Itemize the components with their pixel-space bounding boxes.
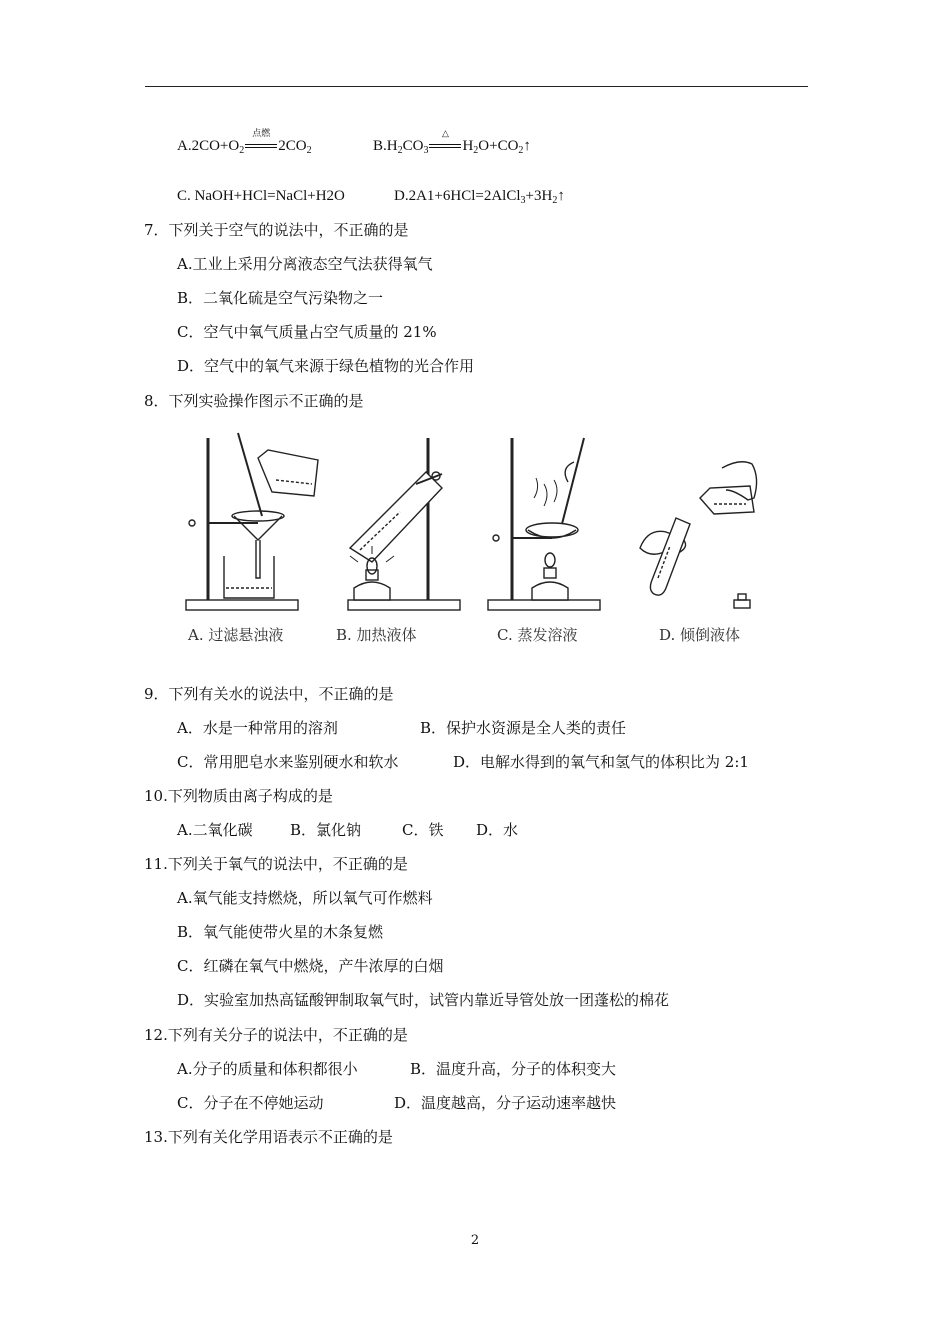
caption-b: B. 加热液体 (336, 626, 417, 644)
q6-option-c: C. NaOH+HCl=NaCl+H2O (177, 188, 345, 204)
q7-option-a: A.工业上采用分离液态空气法获得氧气 (177, 255, 433, 273)
q10-stem: 10.下列物质由离子构成的是 (144, 787, 333, 805)
q10-option-a: A.二氧化碳 (177, 821, 253, 839)
header-rule (145, 86, 808, 87)
reaction-condition-heat: △ (428, 136, 462, 156)
filtration-apparatus (186, 433, 318, 610)
caption-d: D. 倾倒液体 (659, 626, 741, 644)
q10-option-c: C．铁 (402, 821, 444, 839)
q11-option-b: B．氧气能使带火星的木条复燃 (177, 923, 384, 941)
q10-option-d: D．水 (476, 821, 519, 839)
q9-option-a: A．水是一种常用的溶剂 (177, 719, 338, 737)
q8-stem: 8．下列实验操作图示不正确的是 (144, 392, 364, 410)
q10-option-b: B．氯化钠 (290, 821, 362, 839)
q9-stem: 9．下列有关水的说法中，不正确的是 (144, 685, 394, 703)
q6-option-d: $D.2A1+6HCl=2AlCl_3+3H_2↑$ (394, 188, 565, 206)
q11-stem: 11.下列关于氧气的说法中，不正确的是 (144, 855, 408, 873)
q12-option-b: B．温度升高，分子的体积变大 (410, 1060, 617, 1078)
q12-option-c: C．分子在不停她运动 (177, 1094, 324, 1112)
q9-option-d: D．电解水得到的氧气和氢气的体积比为 2:1 (453, 753, 749, 771)
lab-operations-figure (180, 428, 770, 618)
caption-a: A. 过滤悬浊液 (188, 626, 284, 644)
q7-stem: 7．下列关于空气的说法中，不正确的是 (144, 221, 409, 239)
heating-apparatus (348, 438, 460, 610)
q9-option-b: B．保护水资源是全人类的责任 (420, 719, 627, 737)
q7-option-c: C．空气中氧气质量占空气质量的 21% (177, 323, 437, 341)
q11-option-d: D．实验室加热高锰酸钾制取氧气时，试管内靠近导管处放一团蓬松的棉花 (177, 991, 670, 1009)
q6-option-b: $B.H_2CO_3$ △ $H_2O+CO_2↑$ (373, 128, 531, 156)
q11-option-a: A.氧气能支持燃烧，所以氧气可作燃料 (177, 889, 433, 907)
q9-option-c: C．常用肥皂水来鉴别硬水和软水 (177, 753, 399, 771)
caption-c: C. 蒸发溶液 (497, 626, 578, 644)
q12-option-d: D．温度越高，分子运动速率越快 (394, 1094, 617, 1112)
page-number: 2 (470, 1233, 480, 1248)
q12-option-a: A.分子的质量和体积都很小 (177, 1060, 358, 1078)
q7-option-b: B．二氧化硫是空气污染物之一 (177, 289, 384, 307)
q12-stem: 12.下列有关分子的说法中，不正确的是 (144, 1026, 408, 1044)
q13-stem: 13.下列有关化学用语表示不正确的是 (144, 1128, 393, 1146)
pouring-apparatus (640, 462, 757, 608)
q11-option-c: C．红磷在氧气中燃烧，产牛浓厚的白烟 (177, 957, 444, 975)
q7-option-d: D．空气中的氧气来源于绿色植物的光合作用 (177, 357, 475, 375)
reaction-condition-ignite: 点燃 (244, 136, 278, 156)
evaporation-apparatus (488, 438, 600, 610)
q6-option-a: $A.2CO+O_2$ 点燃 $2CO_2$ (177, 128, 312, 156)
